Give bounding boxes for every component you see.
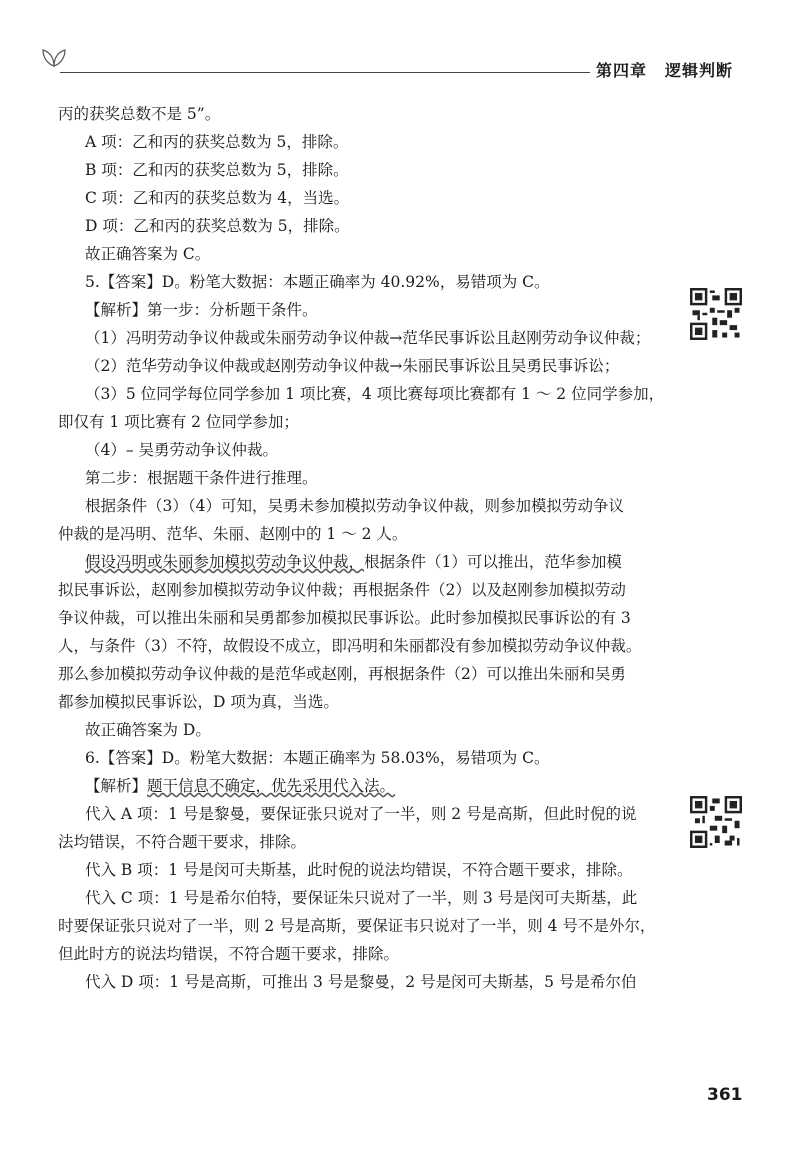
text-line: 争议仲裁，可以推出朱丽和吴勇都参加模拟民事诉讼。此时参加模拟民事诉讼的有 3 [58,609,631,627]
text-line: 根据条件（3）（4）可知，吴勇未参加模拟劳动争议仲裁，则参加模拟劳动争议 [85,497,624,515]
text-line: （1）冯明劳动争议仲裁或朱丽劳动争议仲裁→范华民事诉讼且赵刚劳动争议仲裁； [85,329,651,347]
chapter-number: 第四章 [596,61,648,80]
text-line: 仲裁的是冯明、范华、朱丽、赵刚中的 1 ～ 2 人。 [58,525,408,543]
text-line: D 项：乙和丙的获奖总数为 5，排除。 [85,217,350,235]
text-line: 法均错误，不符合题干要求，排除。 [58,833,307,851]
text-line: 人，与条件（3）不符，故假设不成立，即冯明和朱丽都没有参加模拟劳动争议仲裁。 [58,637,642,655]
text-line: 都参加模拟民事诉讼，D 项为真，当选。 [58,693,339,711]
text-line: B 项：乙和丙的获奖总数为 5，排除。 [85,161,349,179]
underlined-tip: 题干信息不确定，优先采用代入法。 [147,777,396,795]
page-header [0,0,800,90]
text-line: 即仅有 1 项比赛有 2 位同学参加； [58,413,299,431]
chapter-title: 逻辑判断 [665,61,734,80]
text-line [58,548,680,576]
text-line: 第二步：根据题干条件进行推理。 [85,469,318,487]
answer-line-6: 6.【答案】D。粉笔大数据：本题正确率为 58.03%，易错项为 C。 [85,749,550,767]
text-line: 代入 A 项：1 号是黎曼，要保证张只说对了一半，则 2 号是高斯，但此时倪的说 [85,805,637,823]
text-line: 故正确答案为 D。 [85,721,211,739]
chapter-heading [596,58,733,81]
text-line: 代入 D 项：1 号是高斯，可推出 3 号是黎曼，2 号是闵可夫斯基，5 号是希尔伯 [85,973,637,991]
text-line: 拟民事诉讼，赵刚参加模拟劳动争议仲裁；再根据条件（2）以及赵刚参加模拟劳动 [58,581,626,599]
underlined-assumption: 假设冯明或朱丽参加模拟劳动争议仲裁， [85,553,365,571]
text-line: 但此时方的说法均错误，不符合题干要求，排除。 [58,945,400,963]
text-line: 那么参加模拟劳动争议仲裁的是范华或赵刚，再根据条件（2）可以推出朱丽和吴勇 [58,665,626,683]
header-rule [60,72,590,73]
text-line: 代入 B 项：1 号是闵可夫斯基，此时倪的说法均错误，不符合题干要求，排除。 [85,861,633,879]
text-line: 时要保证张只说对了一半，则 2 号是高斯，要保证韦只说对了一半，则 4 号不是外尔， [58,917,656,935]
answer-line-5: 5.【答案】D。粉笔大数据：本题正确率为 40.92%，易错项为 C。 [85,273,550,291]
leaf-icon [40,44,68,68]
text-line: 故正确答案为 C。 [85,245,211,263]
text-line: （3）5 位同学每位同学参加 1 项比赛，4 项比赛每项比赛都有 1 ～ 2 位同学参加， [85,385,665,403]
analysis-line [58,772,680,800]
analysis-label: 【解析】 [85,777,148,795]
text-line: C 项：乙和丙的获奖总数为 4，当选。 [85,189,350,207]
text-line: 丙的获奖总数不是 5”。 [58,105,221,123]
text-line: 代入 C 项：1 号是希尔伯特，要保证朱只说对了一半，则 3 号是闵可夫斯基，此 [85,889,638,907]
qr-code-icon[interactable] [690,796,742,848]
qr-code-icon[interactable] [690,288,742,340]
text-line: （4）– 吴勇劳动争议仲裁。 [85,441,279,459]
analysis-line: 【解析】第一步：分析题干条件。 [85,301,318,319]
text-line: A 项：乙和丙的获奖总数为 5，排除。 [85,133,349,151]
page-body [58,100,680,996]
text-fragment: 根据条件（1）可以推出，范华参加模 [364,553,622,571]
page-number: 361 [707,1085,743,1105]
text-line: （2）范华劳动争议仲裁或赵刚劳动争议仲裁→朱丽民事诉讼且吴勇民事诉讼； [85,357,620,375]
